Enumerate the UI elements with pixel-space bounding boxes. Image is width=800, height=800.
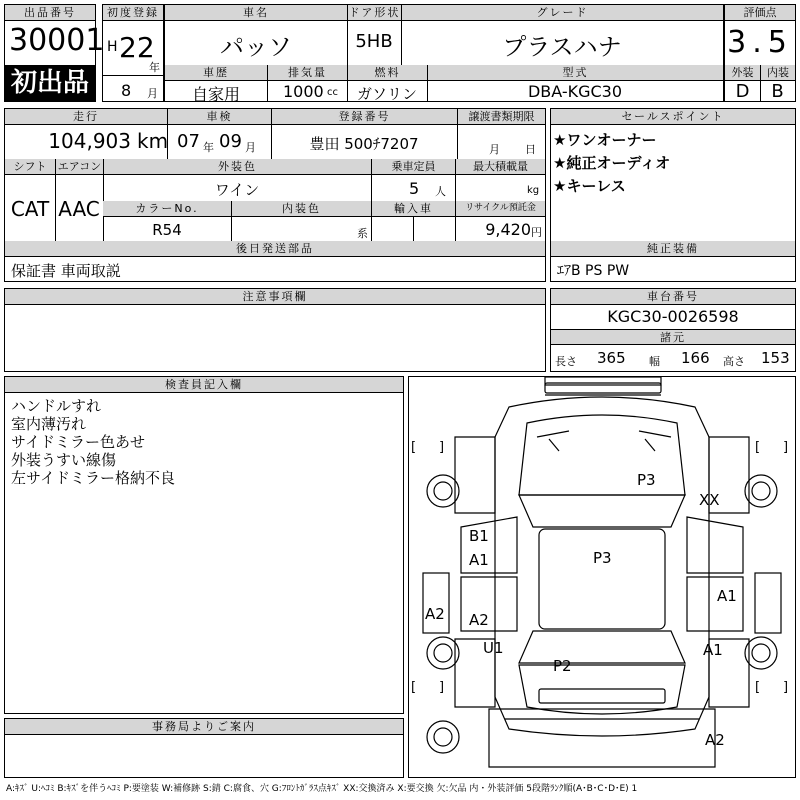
right-bracket-close: ] bbox=[783, 440, 789, 455]
legend-text: A:ｷｽﾞ U:ﾍｺﾐ B:ｷｽﾞを伴うﾍｺﾐ P:要塗装 W:補修跡 S:錆 C:腐食、穴 G:ﾌﾛﾝﾄｶﾞﾗｽ点ｷｽﾞ XX:交換済み X:要交換 欠:欠品 内・外装評価 5段階ﾗﾝｸ順(A･B･C･D･E) 1 bbox=[6, 784, 638, 794]
sales-points-label: セールスポイント bbox=[551, 109, 795, 125]
car-name-label: 車名 bbox=[165, 5, 347, 21]
exterior-grade: D bbox=[735, 81, 750, 102]
lot-number-box bbox=[4, 4, 105, 102]
damage-mark-xx-right-front: XX bbox=[699, 491, 720, 509]
transfer-label: 譲渡書類期限 bbox=[457, 109, 545, 125]
damage-mark-p2: P2 bbox=[553, 657, 572, 675]
sales-points-box bbox=[550, 108, 796, 282]
shift-label: シフト bbox=[5, 159, 55, 175]
exterior-label: 外装 bbox=[725, 65, 760, 81]
chassis-label: 車台番号 bbox=[551, 289, 795, 305]
transfer-day-unit: 日 bbox=[525, 143, 536, 156]
later-parts-label: 後日発送部品 bbox=[5, 241, 545, 257]
right-bracket-close: ] bbox=[783, 680, 789, 695]
left-bracket-close: ] bbox=[439, 680, 445, 695]
inspection-month: 09 bbox=[219, 131, 242, 152]
mileage-unit: km bbox=[137, 129, 169, 153]
plate-label: 登録番号 bbox=[271, 109, 457, 125]
details-box bbox=[4, 108, 546, 282]
capacity-unit: 人 bbox=[435, 185, 446, 198]
car-outline-drawing bbox=[409, 377, 795, 777]
recycle-unit: 円 bbox=[531, 226, 542, 239]
left-bracket-open: [ bbox=[411, 680, 417, 695]
first-reg-year: 22 bbox=[119, 31, 155, 64]
displacement-label: 排気量 bbox=[267, 65, 347, 81]
inspection-year-unit: 年 bbox=[203, 141, 214, 154]
score-box bbox=[724, 4, 796, 102]
left-bracket-open: [ bbox=[411, 440, 417, 455]
shift: CAT bbox=[10, 197, 50, 221]
first-reg-label: 初度登録 bbox=[103, 5, 163, 21]
history-label: 車歴 bbox=[165, 65, 267, 81]
chassis-box bbox=[550, 288, 796, 372]
later-parts: 保証書 車両取説 bbox=[11, 262, 121, 280]
exterior-color: ワイン bbox=[214, 181, 260, 199]
fuel-label: 燃料 bbox=[347, 65, 427, 81]
lot-number-label: 出品番号 bbox=[5, 5, 95, 21]
height: 153 bbox=[761, 349, 790, 367]
damage-mark-a2-rear-door: A2 bbox=[469, 611, 489, 629]
sales-point-item: ★キーレス bbox=[553, 177, 626, 195]
height-label: 高さ bbox=[723, 355, 745, 368]
length: 365 bbox=[597, 349, 626, 367]
sales-point-item: ★純正オーディオ bbox=[553, 154, 671, 172]
interior-color-unit: 系 bbox=[357, 227, 368, 240]
sales-point-item: ★ワンオーナー bbox=[553, 131, 657, 149]
chassis-number: KGC30-0026598 bbox=[607, 307, 739, 326]
first-registration-box bbox=[102, 4, 164, 102]
damage-mark-a1-right-rear-fender: A1 bbox=[703, 641, 723, 659]
inspector-line: ハンドルすれ bbox=[11, 397, 102, 415]
recycle-label: リサイクル預託金 bbox=[455, 201, 545, 217]
damage-mark-a1-right-rear-door: A1 bbox=[717, 587, 737, 605]
inspection-label: 車検 bbox=[167, 109, 271, 125]
length-label: 長さ bbox=[555, 355, 577, 368]
first-reg-month: 8 bbox=[121, 81, 132, 100]
model: DBA-KGC30 bbox=[527, 82, 623, 101]
first-listing-badge: 初出品 bbox=[5, 65, 95, 101]
fuel: ガソリン bbox=[356, 85, 417, 103]
inspection-year: 07 bbox=[177, 131, 200, 152]
score: 3.5 bbox=[727, 25, 793, 60]
car-name: パッソ bbox=[220, 33, 292, 61]
displacement-unit: cc bbox=[327, 87, 338, 98]
recycle-fee: 9,420 bbox=[485, 220, 531, 239]
door-label: ドア形状 bbox=[348, 6, 401, 19]
notes-box bbox=[4, 288, 546, 372]
capacity: 5 bbox=[409, 179, 420, 198]
dims-label: 諸元 bbox=[551, 329, 795, 345]
capacity-label: 乗車定員 bbox=[371, 159, 455, 175]
displacement: 1000 bbox=[283, 82, 324, 101]
aircon: AAC bbox=[58, 197, 100, 221]
damage-mark-p3-roof: P3 bbox=[593, 549, 612, 567]
genuine-equipment-label: 純正装備 bbox=[551, 241, 795, 257]
office-label: 事務局よりご案内 bbox=[5, 719, 403, 735]
max-load-unit: kg bbox=[527, 185, 540, 196]
width-label: 幅 bbox=[649, 355, 660, 368]
interior-color-label: 内装色 bbox=[231, 201, 371, 217]
interior-grade: B bbox=[771, 81, 784, 102]
inspection-month-unit: 月 bbox=[245, 141, 256, 154]
mileage-label: 走行 bbox=[5, 109, 167, 125]
score-label: 評価点 bbox=[725, 5, 795, 21]
damage-mark-a2-rear-bumper: A2 bbox=[705, 731, 725, 749]
mileage: 104,903 bbox=[48, 129, 131, 153]
grade-label: グレード bbox=[401, 5, 723, 21]
model-label: 型式 bbox=[427, 65, 723, 81]
damage-mark-u1: U1 bbox=[483, 639, 504, 657]
inspector-line: 室内薄汚れ bbox=[11, 415, 87, 433]
left-bracket-close: ] bbox=[439, 440, 445, 455]
damage-mark-a2-rocker: A2 bbox=[425, 605, 445, 623]
inspector-line: サイドミラー色あせ bbox=[11, 433, 145, 451]
color-no-label: カラーNo. bbox=[103, 201, 231, 217]
office-box bbox=[4, 718, 404, 778]
notes-label: 注意事項欄 bbox=[5, 289, 545, 305]
grade: プラスハナ bbox=[502, 33, 622, 61]
genuine-equipment: ｴｱB PS PW bbox=[557, 263, 630, 279]
plate: 豊田 500ﾁ7207 bbox=[309, 135, 419, 153]
year-unit: 年 bbox=[149, 61, 160, 74]
aircon-label: エアコン bbox=[55, 159, 103, 175]
inspector-line: 外装うすい線傷 bbox=[11, 451, 117, 469]
damage-mark-a1-front-door: A1 bbox=[469, 551, 489, 569]
inspector-line: 左サイドミラー格納不良 bbox=[11, 469, 175, 487]
car-diagram bbox=[408, 376, 796, 778]
damage-mark-p3-hood: P3 bbox=[637, 471, 656, 489]
color-no: R54 bbox=[152, 221, 182, 239]
history: 自家用 bbox=[191, 85, 240, 104]
transfer-month-unit: 月 bbox=[489, 143, 500, 156]
lot-number: 30001 bbox=[9, 23, 105, 58]
right-bracket-open: [ bbox=[755, 680, 761, 695]
max-load-label: 最大積載量 bbox=[455, 159, 545, 175]
right-bracket-open: [ bbox=[755, 440, 761, 455]
main-spec-box bbox=[164, 4, 724, 102]
interior-label: 内装 bbox=[760, 65, 795, 81]
exterior-color-label: 外装色 bbox=[103, 159, 371, 175]
width: 166 bbox=[681, 349, 710, 367]
damage-mark-b1: B1 bbox=[469, 527, 489, 545]
inspector-label: 検査員記入欄 bbox=[5, 377, 403, 393]
first-reg-era: H bbox=[107, 39, 118, 55]
door-type: 5HB bbox=[355, 31, 393, 52]
inspector-box bbox=[4, 376, 404, 714]
month-unit: 月 bbox=[147, 87, 158, 100]
import-label: 輸入車 bbox=[371, 201, 455, 217]
